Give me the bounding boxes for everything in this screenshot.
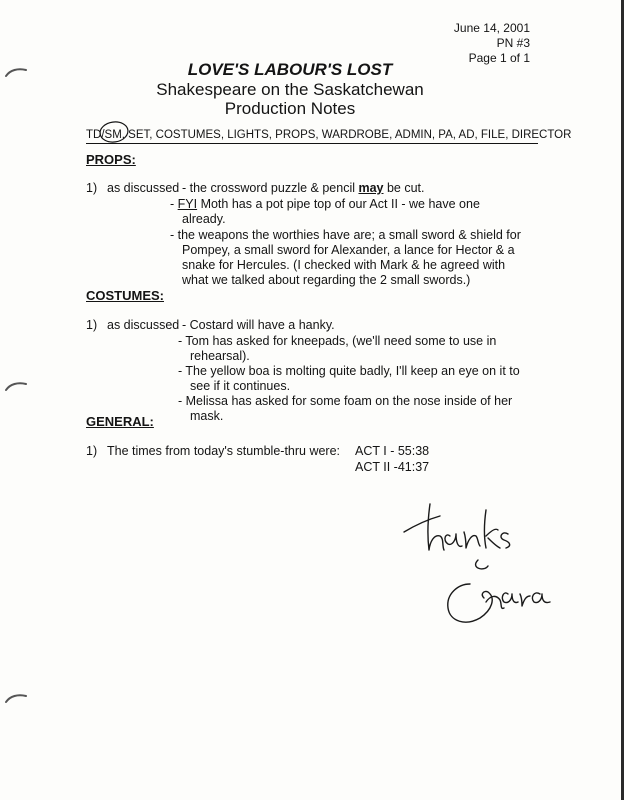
punch-hole-mark-middle (0, 376, 30, 396)
props-item-3-line-3: snake for Hercules. (I checked with Mark & he agreed with (182, 258, 506, 272)
date: June 14, 2001 (453, 21, 530, 35)
props-item-1: - the crossword puzzle & pencil may be cut. (182, 181, 425, 195)
handwritten-signature (400, 490, 580, 640)
props-item-3-line-4: what we talked about regarding the 2 small swords.) (182, 273, 471, 287)
punch-hole-mark-bottom (0, 688, 30, 708)
props-item-2-cont: already. (182, 212, 226, 226)
page-number-code: PN #3 (496, 36, 530, 50)
costumes-lead: as discussed (107, 318, 180, 332)
costumes-item-3-line-2: see if it continues. (190, 379, 291, 393)
costumes-heading: COSTUMES: (86, 288, 164, 303)
page-count: Page 1 of 1 (468, 51, 530, 65)
props-item-number: 1) (86, 181, 98, 195)
costumes-item-4-line-1: - Melissa has asked for some foam on the nose inside of her (178, 394, 513, 408)
dist-td: TD/ (86, 129, 105, 141)
general-heading: GENERAL: (86, 414, 154, 429)
props-heading: PROPS: (86, 152, 136, 167)
costumes-item-2-line-1: - Tom has asked for kneepads, (we'll need some to use in (178, 334, 497, 348)
punch-hole-mark-top (0, 62, 30, 82)
sm-circle-mark (99, 120, 133, 148)
costumes-item-1: - Costard will have a hanky. (182, 318, 335, 332)
act-two-time: ACT II -41:37 (355, 460, 430, 474)
emphasis-may: may (358, 181, 384, 195)
costumes-item-3-line-1: - The yellow boa is molting quite badly, I'll keep an eye on it to (178, 364, 520, 378)
costumes-item-2-line-2: rehearsal). (190, 349, 250, 363)
act-one-time: ACT I - 55:38 (355, 444, 430, 458)
props-lead: as discussed (107, 181, 180, 195)
dist-sm: SM, (105, 129, 125, 141)
props-item-3-line-1: - the weapons the worthies have are; a small sword & shield for (170, 228, 521, 242)
costumes-item-4-line-2: mask. (190, 409, 224, 423)
general-item-number: 1) (86, 444, 98, 458)
distribution-list (86, 128, 572, 144)
general-item-text: The times from today's stumble-thru were: (107, 444, 341, 458)
document-type: Production Notes (224, 99, 356, 118)
play-title: LOVE'S LABOUR'S LOST (187, 60, 393, 79)
costumes-item-number: 1) (86, 318, 98, 332)
props-item-3-line-2: Pompey, a small sword for Alexander, a lance for Hector & a (182, 243, 515, 257)
fyi-label: FYI (177, 197, 198, 211)
dist-rest: SET, COSTUMES, LIGHTS, PROPS, WARDROBE, ADMIN, PA, AD, FILE, DIRECTOR (124, 129, 572, 141)
props-item-2: - FYI Moth has a pot pipe top of our Act II - we have one (170, 197, 480, 211)
festival-name: Shakespeare on the Saskatchewan (156, 80, 424, 99)
